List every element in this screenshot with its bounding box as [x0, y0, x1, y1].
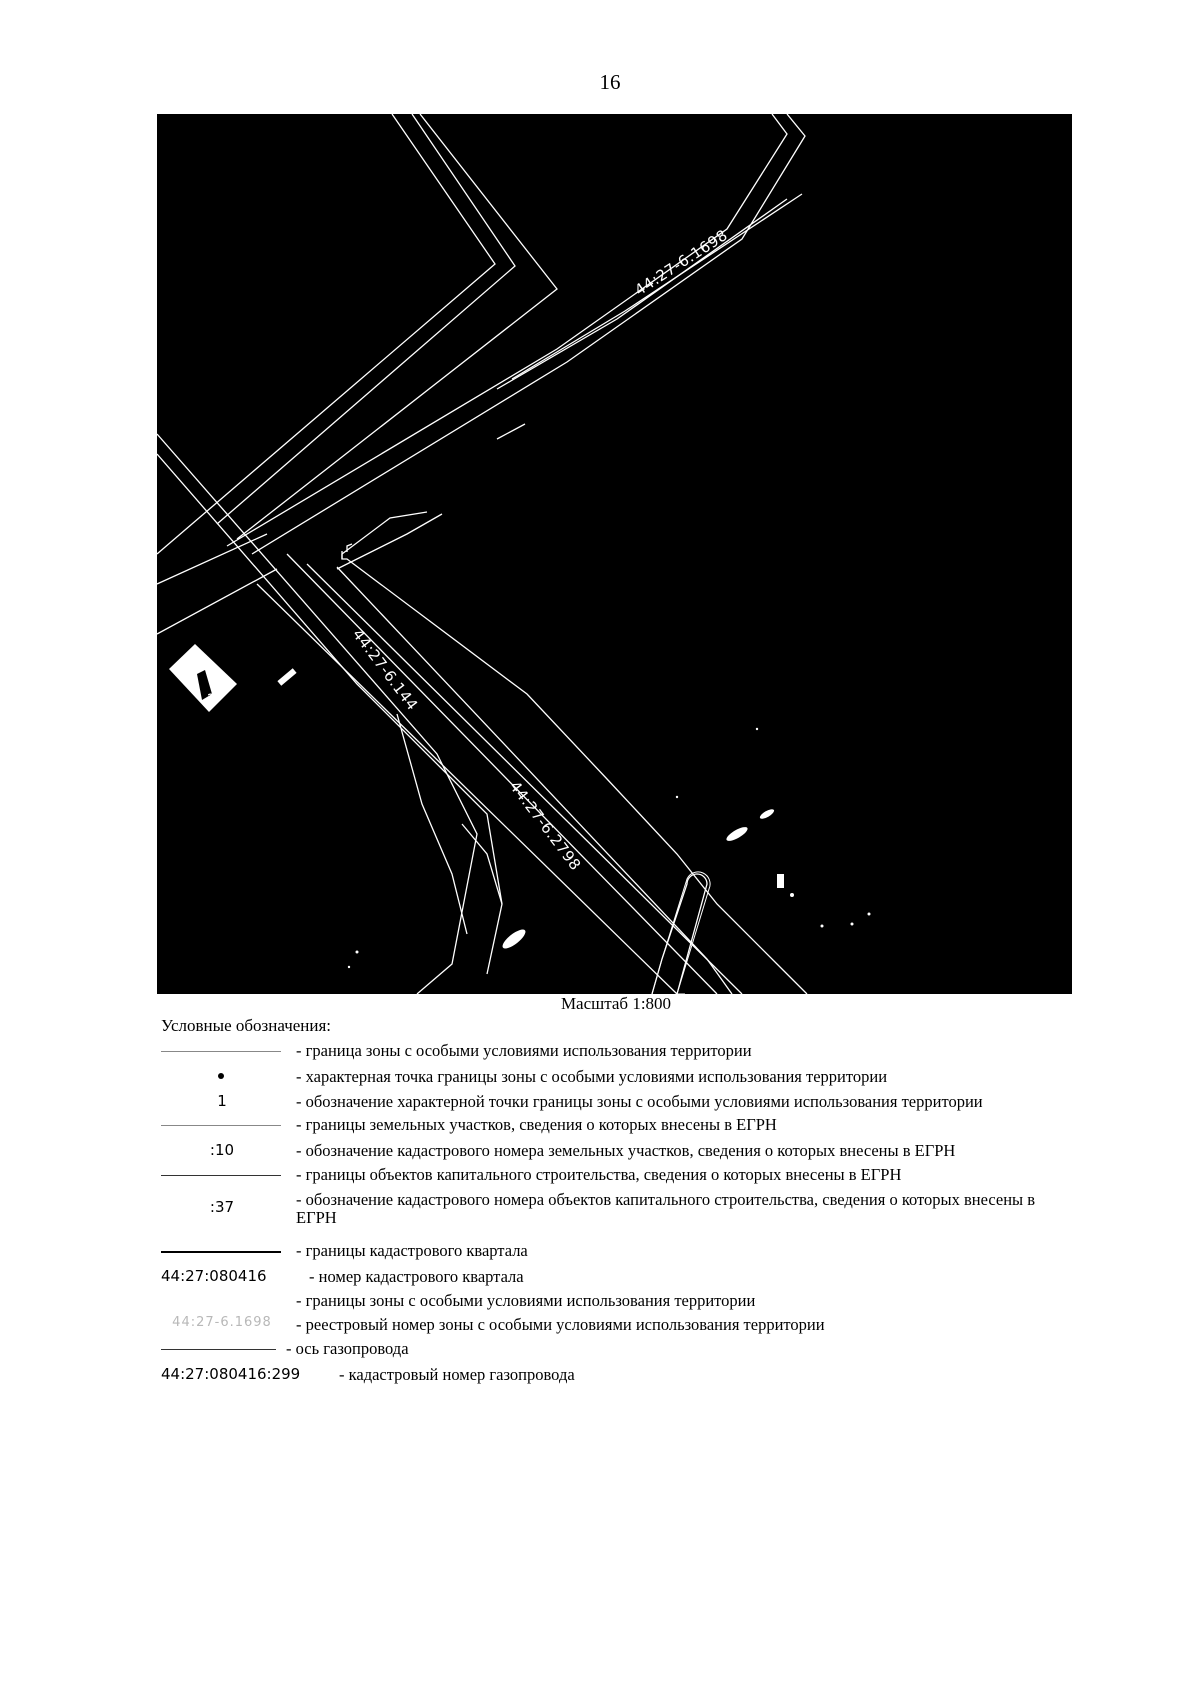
legend-text: - обозначение кадастрового номера объектов капитального строительства, сведения о которых внесены в ЕГРН: [296, 1190, 1036, 1227]
legend-item: [161, 1290, 1091, 1316]
legend-item: [161, 1240, 1091, 1266]
legend-item: [161, 1314, 1091, 1340]
legend-item: [161, 1190, 1091, 1234]
legend-item: [161, 1066, 1091, 1092]
zone-boundary: [157, 534, 267, 584]
point-marker: [868, 913, 871, 916]
legend-text: - обозначение кадастрового номера земельных участков, сведения о которых внесены в ЕГРН: [296, 1141, 956, 1160]
legend-sample-gas-axis: [161, 1338, 283, 1362]
zone-boundary: [342, 512, 427, 554]
legend-sample-point-label: [161, 1091, 283, 1115]
legend-text: - границы зоны с особыми условиями использования территории: [296, 1291, 756, 1310]
legend-sample-zone-line: [161, 1040, 283, 1064]
building-small: [500, 926, 528, 951]
map-image: [157, 114, 1072, 994]
legend-sample-text: 1: [217, 1092, 227, 1110]
legend-text: - номер кадастрового квартала: [309, 1267, 524, 1286]
legend-title: Условные обозначения:: [161, 1016, 332, 1035]
building-small: [277, 668, 296, 685]
zone-boundary: [342, 554, 807, 994]
zone-boundary: [157, 569, 277, 634]
legend-sample-text: :37: [209, 1198, 235, 1216]
zone-label-mid-left: 44:27-6.144: [348, 625, 422, 714]
zone-boundary: [157, 434, 477, 994]
legend-text: - обозначение характерной точки границы зоны с особыми условиями использования территории: [296, 1092, 983, 1111]
legend-text: - реестровый номер зоны с особыми условиями использования территории: [296, 1315, 825, 1334]
map-canvas: [157, 114, 1072, 994]
zone-boundary: [337, 567, 732, 994]
gas-axis: [307, 564, 742, 994]
point-marker: [790, 893, 794, 897]
gas-axis: [287, 554, 717, 994]
point-marker: [676, 796, 678, 798]
legend-text: - границы кадастрового квартала: [296, 1241, 528, 1260]
zone-boundary: [397, 714, 467, 934]
legend-text: - кадастровый номер газопровода: [339, 1365, 575, 1384]
legend-sample-parcel-line: [161, 1114, 283, 1138]
zone-boundary: [157, 114, 495, 554]
parcel-number: 2: [207, 692, 217, 708]
legend-item: [161, 1338, 1091, 1364]
legend-item: [161, 1140, 1091, 1166]
legend-text: - граница зоны с особыми условиями использования территории: [296, 1041, 752, 1060]
legend-sample-zone-line-2: [161, 1290, 283, 1314]
legend-sample-text: 44:27:080416:299: [161, 1365, 301, 1383]
legend-item: [161, 1114, 1091, 1140]
building-small: [777, 874, 784, 888]
legend-text: - границы объектов капитального строительства, сведения о которых внесены в ЕГРН: [296, 1165, 902, 1184]
map-scale: Масштаб 1:800: [560, 994, 672, 1013]
point-marker: [348, 966, 350, 968]
legend-sample-text: 44:27:080416: [161, 1267, 267, 1285]
legend-sample-parcel-label: [161, 1140, 283, 1164]
zone-boundary: [462, 824, 502, 974]
building-small: [759, 807, 776, 820]
legend-sample-building-label: [161, 1190, 283, 1214]
legend-item: [161, 1266, 1091, 1292]
point-marker: [851, 923, 854, 926]
page-number: 16: [599, 70, 621, 94]
legend-sample-point: [161, 1066, 283, 1090]
zone-boundary: [237, 114, 557, 539]
legend-sample-zone-number: [161, 1314, 283, 1338]
legend-sample-building-line: [161, 1164, 283, 1188]
building-small: [725, 825, 750, 844]
legend-sample-quarter-line: [161, 1240, 283, 1264]
legend-text: - характерная точка границы зоны с особыми условиями использования территории: [296, 1067, 888, 1086]
legend-sample-gas-number: [161, 1364, 331, 1388]
legend-text: - ось газопровода: [286, 1339, 409, 1358]
legend-item: [161, 1164, 1091, 1190]
zone-label-mid-right: 44:27-6.2798: [505, 777, 585, 874]
zone-boundary: [497, 424, 525, 439]
legend-item: [161, 1040, 1091, 1066]
point-marker: [821, 925, 824, 928]
legend-sample-text: 44:27-6.1698: [172, 1315, 272, 1330]
legend-item: [161, 1364, 1091, 1390]
legend-sample-quarter-number: [161, 1266, 283, 1290]
zone-boundary: [337, 514, 442, 569]
legend-text: - границы земельных участков, сведения о которых внесены в ЕГРН: [296, 1115, 777, 1134]
legend-sample-text: :10: [209, 1141, 235, 1159]
point-marker: [356, 951, 359, 954]
zone-boundary: [252, 114, 805, 554]
zone-label-top: 44:27-6.1698: [631, 225, 732, 300]
point-marker: [756, 728, 758, 730]
